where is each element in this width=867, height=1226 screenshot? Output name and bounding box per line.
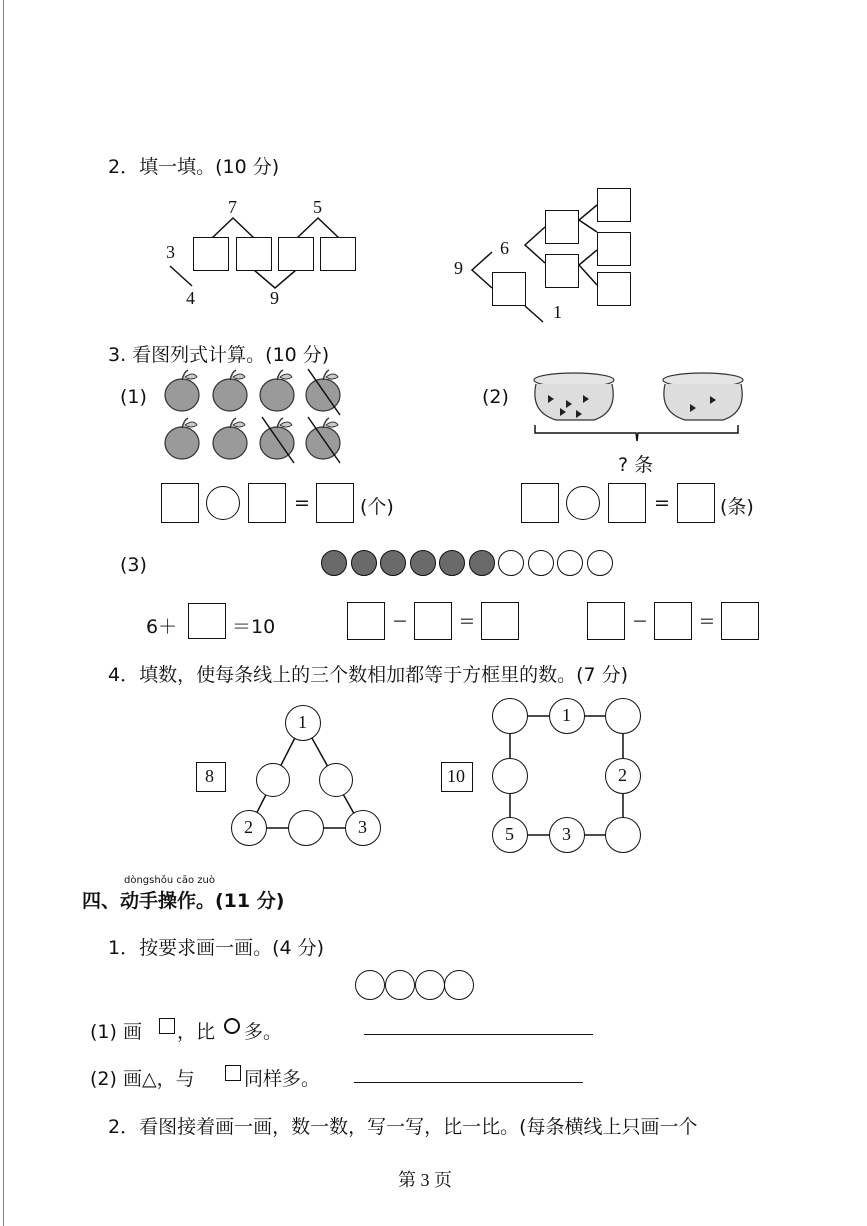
- section4-pinyin: dòngshǒu cāo zuò: [124, 875, 215, 886]
- answer-box[interactable]: [347, 602, 385, 640]
- triangle-bl-value: 2: [244, 817, 253, 837]
- square-bm-value: 3: [562, 824, 571, 844]
- q42-title: 2．看图接着画一画，数一数，写一写，比一比。(每条横线上只画一个: [108, 1116, 698, 1138]
- equals-sign: =: [654, 492, 670, 514]
- square-tm-value: 1: [562, 705, 571, 725]
- q41-item1-mid: ，比: [177, 1021, 216, 1043]
- filled-dot: [410, 550, 436, 576]
- answer-box[interactable]: [677, 483, 715, 523]
- empty-dot: [498, 550, 524, 576]
- operator-circle[interactable]: [566, 486, 600, 520]
- q4-title: 4．填数，使每条线上的三个数相加都等于方框里的数。(7 分): [108, 664, 629, 686]
- answer-circle[interactable]: [605, 698, 641, 734]
- empty-dot: [528, 550, 554, 576]
- equals-sign: =: [699, 610, 715, 632]
- q3-part3-label: (3): [120, 554, 147, 576]
- q2-tree-9: 9: [454, 258, 463, 278]
- q2-bottom-9: 9: [270, 288, 279, 308]
- q3-title: 3. 看图列式计算。(10 分): [108, 344, 330, 366]
- eq-six-plus: 6＋: [146, 616, 178, 638]
- filled-dot: [380, 550, 406, 576]
- answer-circle[interactable]: [605, 817, 641, 853]
- square-sum: 10: [447, 766, 465, 786]
- square-symbol-icon: [225, 1065, 241, 1081]
- square-symbol-icon: [159, 1018, 175, 1034]
- section4-title: 四、动手操作。(11 分): [82, 890, 285, 912]
- q2-tree-6: 6: [500, 238, 509, 258]
- eq-equals-ten: ＝10: [232, 616, 276, 638]
- q2-top-7: 7: [228, 197, 237, 217]
- filled-dot: [439, 550, 465, 576]
- unit-ge: (个): [360, 496, 394, 518]
- answer-circle[interactable]: [492, 698, 528, 734]
- q41-item2-suffix: 同样多。: [244, 1068, 321, 1090]
- answer-box[interactable]: [721, 602, 759, 640]
- q41-item1-suffix: 多。: [244, 1021, 283, 1043]
- q41-item1-prefix: (1) 画: [90, 1021, 142, 1043]
- answer-box[interactable]: [188, 603, 226, 639]
- answer-box[interactable]: [654, 602, 692, 640]
- q2-title: 2．填一填。(10 分): [108, 156, 280, 178]
- equals-sign: =: [294, 492, 310, 514]
- operator-circle[interactable]: [206, 486, 240, 520]
- answer-box[interactable]: [608, 483, 646, 523]
- filled-dot: [351, 550, 377, 576]
- answer-circle[interactable]: [288, 810, 324, 846]
- answer-circle[interactable]: [492, 758, 528, 794]
- unit-tiao: (条): [720, 496, 754, 518]
- triangle-top-value: 1: [298, 712, 307, 732]
- minus-sign: −: [632, 610, 648, 632]
- answer-circle[interactable]: [256, 763, 290, 797]
- square-rm-value: 2: [618, 765, 627, 785]
- minus-sign: −: [392, 610, 408, 632]
- empty-dot: [587, 550, 613, 576]
- q2-bottom-4: 4: [186, 288, 195, 308]
- brace-label: ? 条: [618, 454, 654, 476]
- triangle-sum: 8: [205, 766, 214, 786]
- q41-item2-prefix: (2) 画△，与: [90, 1068, 195, 1090]
- q3-part1-label: (1): [120, 386, 147, 408]
- reference-circle: [385, 970, 415, 1000]
- answer-box[interactable]: [316, 483, 354, 523]
- reference-circle: [415, 970, 445, 1000]
- answer-box[interactable]: [481, 602, 519, 640]
- answer-box[interactable]: [587, 602, 625, 640]
- q2-top-5: 5: [313, 197, 322, 217]
- answer-box[interactable]: [521, 483, 559, 523]
- q41-title: 1．按要求画一画。(4 分): [108, 937, 325, 959]
- drawing-line[interactable]: [354, 1082, 583, 1083]
- answer-box[interactable]: [414, 602, 452, 640]
- answer-circle[interactable]: [319, 763, 353, 797]
- triangle-br-value: 3: [358, 817, 367, 837]
- square-bl-value: 5: [505, 824, 514, 844]
- equals-sign: =: [459, 610, 475, 632]
- answer-box[interactable]: [248, 483, 286, 523]
- filled-dot: [321, 550, 347, 576]
- q3-part2-label: (2): [482, 386, 509, 408]
- circle-symbol-icon: [224, 1018, 240, 1034]
- page-number: 第 3 页: [398, 1170, 452, 1190]
- reference-circle: [355, 970, 385, 1000]
- empty-dot: [557, 550, 583, 576]
- q2-tree-1: 1: [553, 302, 562, 322]
- reference-circle: [444, 970, 474, 1000]
- drawing-line[interactable]: [364, 1034, 593, 1035]
- filled-dot: [469, 550, 495, 576]
- answer-box[interactable]: [161, 483, 199, 523]
- q2-left-3: 3: [166, 242, 175, 262]
